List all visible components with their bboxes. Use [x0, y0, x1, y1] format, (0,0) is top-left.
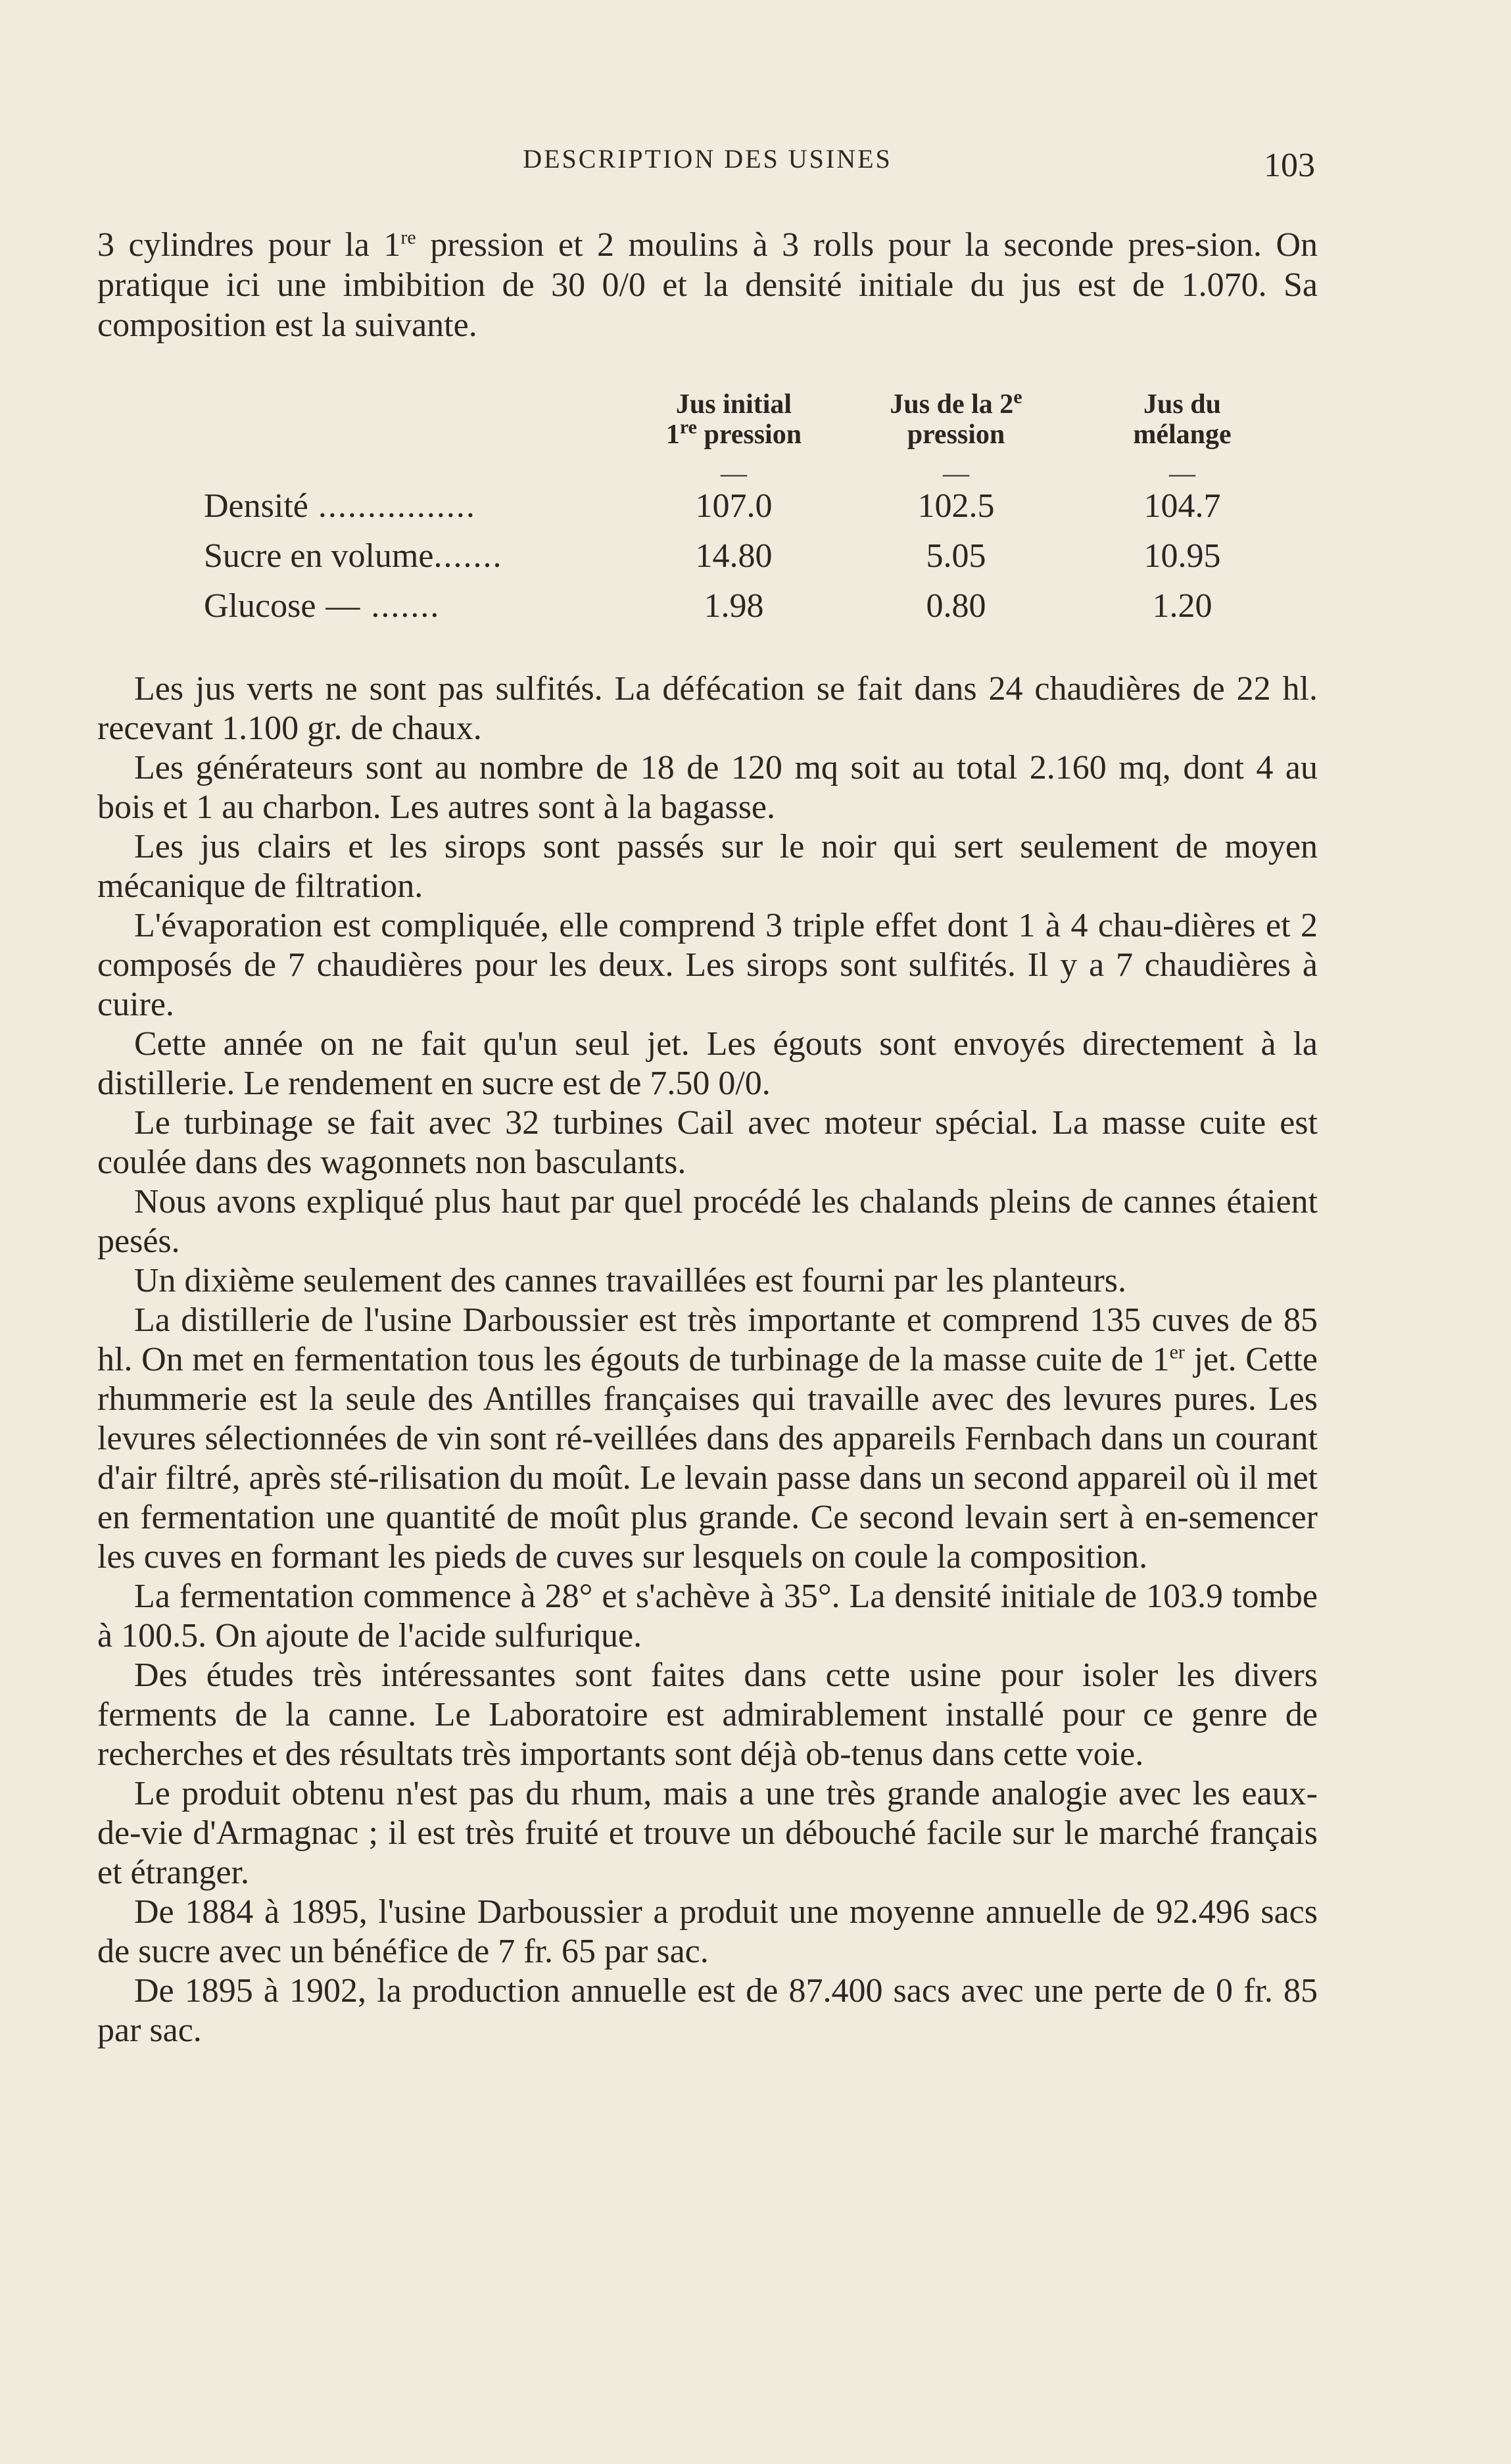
column-header-superscript: re	[679, 416, 697, 438]
paragraph: L'évaporation est compliquée, elle comprend 3 triple effet dont 1 à 4 chau-dières et 2 composés de 7 chaudières pour les deux. Les sirops sont sulfités. Il y a 7 chaudières à cuire.	[97, 907, 1318, 1023]
running-head: DESCRIPTION DES USINES	[523, 144, 892, 174]
paragraph: Un dixième seulement des cannes travaillées est fourni par les planteurs.	[134, 1262, 1126, 1299]
column-header-line	[871, 386, 1042, 420]
table-cell: 0.80	[926, 587, 986, 625]
table-cell: 10.95	[1143, 537, 1221, 575]
column-header-jus-initial	[648, 389, 819, 450]
column-header-line: pression	[907, 420, 1005, 450]
row-label-text: Densité	[204, 487, 308, 525]
table-row-sucre	[97, 537, 1318, 583]
column-dash: —	[1169, 458, 1195, 488]
paragraph: Le turbinage se fait avec 32 turbines Cail avec moteur spécial. La masse cuite est coulée dans des wagonnets non basculants.	[97, 1104, 1318, 1181]
row-label	[204, 537, 572, 575]
paragraph: De 1884 à 1895, l'usine Darboussier a produit une moyenne annuelle de 92.496 sacs de sucre avec un bénéfice de 7 fr. 65 par sac.	[97, 1893, 1318, 1970]
paragraph: De 1895 à 1902, la production annuelle est de 87.400 sacs avec une perte de 0 fr. 85 par sac.	[97, 1972, 1318, 2049]
column-header-text: 1	[665, 420, 680, 450]
table-row-densite	[97, 487, 1318, 533]
intro-text-start: 3 cylindres pour la 1	[97, 226, 401, 264]
row-label	[204, 487, 572, 525]
column-dash: —	[721, 458, 747, 488]
table-cell: 102.5	[917, 487, 995, 525]
intro-paragraph	[97, 225, 1318, 345]
paragraph-superscript: er	[1169, 1341, 1185, 1363]
table-cell: 104.7	[1143, 487, 1221, 525]
row-leader-dots: ................	[308, 487, 476, 525]
table-row-glucose	[97, 587, 1318, 633]
row-label-text: Glucose	[204, 587, 316, 625]
paragraph: Des études très intéressantes sont faites dans cette usine pour isoler les divers ferments de la canne. Le Laboratoire est admirablement installé pour ce genre de recherches et des résultats très importants sont déjà ob-tenus dans cette voie.	[97, 1656, 1318, 1773]
row-label	[204, 587, 572, 625]
table-cell: 107.0	[695, 487, 773, 525]
body-text	[97, 669, 1318, 2050]
paragraph: Les jus verts ne sont pas sulfités. La défécation se fait dans 24 chaudières de 22 hl. recevant 1.100 gr. de chaux.	[97, 670, 1318, 747]
paragraph: Les jus clairs et les sirops sont passés sur le noir qui sert seulement de moyen mécanique de filtration.	[97, 828, 1318, 905]
page-number: 103	[1264, 147, 1315, 184]
paragraph: La fermentation commence à 28° et s'achève à 35°. La densité initiale de 103.9 tombe à 100.5. On ajoute de l'acide sulfurique.	[97, 1578, 1318, 1655]
column-header-jus-melange	[1097, 389, 1268, 450]
paragraph: Les générateurs sont au nombre de 18 de 120 mq soit au total 2.160 mq, dont 4 au bois et 1 au charbon. Les autres sont à la bagasse.	[97, 749, 1318, 826]
column-header-line: mélange	[1133, 420, 1232, 450]
column-header-jus-seconde-pression	[871, 386, 1042, 450]
paragraph-distillerie	[97, 1301, 1318, 1577]
row-label-text: Sucre en volume	[204, 537, 434, 575]
table-cell: 5.05	[926, 537, 986, 575]
paragraph-text: jet. Cette rhummerie est la seule des Antilles françaises qui travaille avec des levures pures. Les levures sélectionnées de vin sont ré-veillées dans des appareils Fernbach dans un courant d'air filtré, après sté-rilisation du moût. Le levain passe dans un second appareil où il met en fermentation une quantité de moût plus grande. Ce second levain sert à en-semencer les cuves en formant les pieds de cuves sur lesquels on coule la composition.	[97, 1341, 1318, 1576]
intro-superscript: re	[400, 226, 416, 249]
table-cell: 1.20	[1152, 587, 1212, 625]
column-header-line: Jus initial	[675, 389, 792, 420]
column-header-superscript: e	[1013, 386, 1022, 408]
paragraph: Le produit obtenu n'est pas du rhum, mais a une très grande analogie avec les eaux-de-vie d'Armagnac ; il est très fruité et trouve un débouché facile sur le marché français et étranger.	[97, 1775, 1318, 1891]
paragraph: Nous avons expliqué plus haut par quel procédé les chalands pleins de cannes étaient pesés.	[97, 1183, 1318, 1260]
row-leader-dots: — .......	[316, 587, 441, 625]
column-header-line	[648, 416, 819, 450]
column-header-text: Jus de la 2	[890, 389, 1014, 420]
row-leader-dots: .......	[433, 537, 503, 575]
column-header-line: Jus du	[1143, 389, 1221, 420]
column-dash: —	[943, 458, 969, 488]
paragraph-text: La distillerie de l'usine Darboussier est très importante et comprend 135 cuves de 85 hl. On met en fermentation tous les égouts de turbinage de la masse cuite de 1	[97, 1301, 1318, 1378]
paragraph: Cette année on ne fait qu'un seul jet. Les égouts sont envoyés directement à la distillerie. Le rendement en sucre est de 7.50 0/0.	[97, 1025, 1318, 1102]
table-cell: 1.98	[704, 587, 764, 625]
table-cell: 14.80	[695, 537, 773, 575]
column-header-text: pression	[696, 420, 802, 450]
intro-text-rest: pression et 2 moulins à 3 rolls pour la seconde pres-sion. On pratique ici une imbibition de 30 0/0 et la densité initiale du jus est de 1.070. Sa composition est la suivante.	[97, 226, 1318, 344]
